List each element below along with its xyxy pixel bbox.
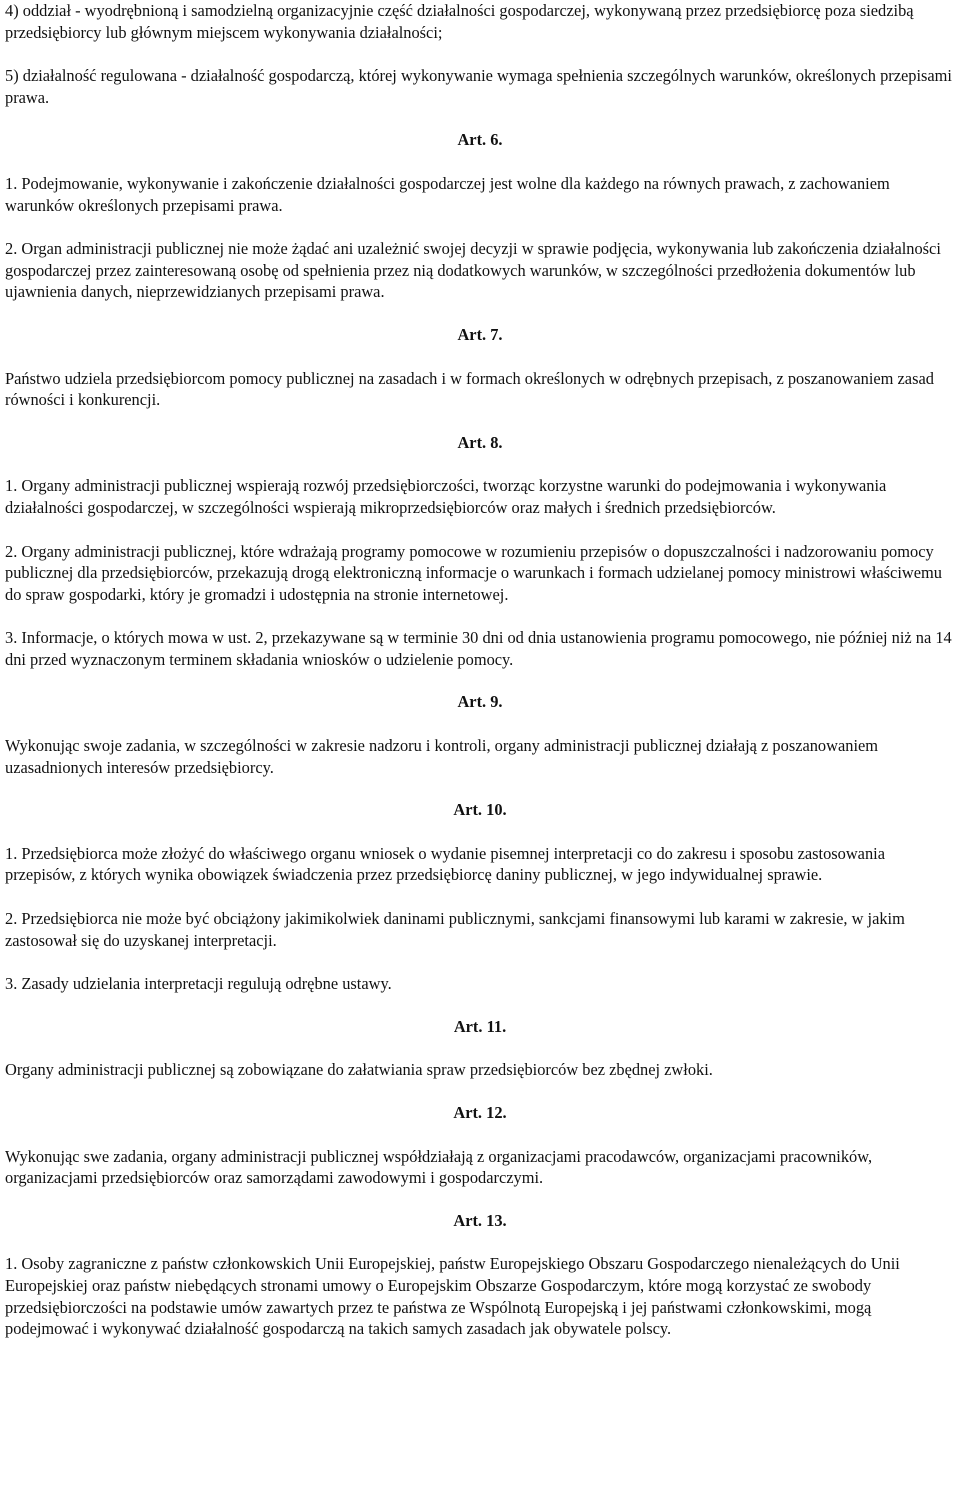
paragraph: Wykonując swoje zadania, w szczególności w zakresie nadzoru i kontroli, organy administracji publicznej działają z poszanowaniem uzasadnionych interesów przedsiębiorcy.	[5, 736, 879, 777]
paragraph: 1. Podejmowanie, wykonywanie i zakończenie działalności gospodarczej jest wolne dla każdego na równych prawach, z zachowaniem warunków określonych przepisami prawa.	[5, 173, 890, 215]
article-heading: Art. 10.	[453, 800, 507, 820]
article-heading: Art. 7.	[457, 324, 503, 344]
paragraph: 2. Organy administracji publicznej, które wdrażają programy pomocowe w rozumieniu przepisów o dopuszczalności i nadzorowaniu pomocy publicznej dla przedsiębiorców, przekazują drogą elektroniczną informacje o warunkach i formach udzielanej pomocy ministrowi właściwemu do spraw gospodarki, który je gromadzi i udostępnia na stronie internetowej.	[5, 541, 942, 604]
paragraph: 3. Informacje, o których mowa w ust. 2, przekazywane są w terminie 30 dni od dnia ustanowienia programu pomocowego, nie później niż na 14 dni przed wyznaczonym terminem składania wniosków o udzielenie pomocy.	[5, 628, 952, 669]
paragraph: 2. Organ administracji publicznej nie może żądać ani uzależnić swojej decyzji w sprawie podjęcia, wykonywania lub zakończenia działalności gospodarczej przez zainteresowaną osobę od spełnienia przez nią dodatkowych warunków, w szczególności przedłożenia dokumentów lub ujawnienia danych, nieprzewidzianych przepisami prawa.	[5, 239, 941, 302]
paragraph: 1. Organy administracji publicznej wspierają rozwój przedsiębiorczości, tworząc korzystne warunki do podejmowania i wykonywania działalności gospodarczej, w szczególności wspierają mikroprzedsiębiorców oraz małych i średnich przedsiębiorców.	[5, 476, 887, 517]
article-heading: Art. 6.	[457, 130, 503, 150]
article-heading: Art. 13.	[453, 1210, 507, 1230]
article-heading: Art. 9.	[457, 692, 503, 712]
paragraph: Wykonując swe zadania, organy administracji publicznej współdziałają z organizacjami pracodawców, organizacjami pracowników, organizacjami przedsiębiorców oraz samorządami zawodowymi i gospodarczymi.	[5, 1146, 873, 1188]
paragraph: 2. Przedsiębiorca nie może być obciążony jakimikolwiek daninami publicznymi, sankcjami finansowymi lub karami w zakresie, w jakim zastosował się do uzyskanej interpretacji.	[5, 909, 905, 950]
article-heading: Art. 12.	[453, 1103, 507, 1122]
paragraph: 5) działalność regulowana - działalność gospodarczą, której wykonywanie wymaga spełnienia szczególnych warunków, określonych przepisami prawa.	[5, 66, 952, 107]
paragraph: 1. Osoby zagraniczne z państw członkowskich Unii Europejskiej, państw Europejskiego Obszaru Gospodarczego nienależących do Unii Europejskiej oraz państw niebędących stronami umowy o Europejskim Obszarze Gospodarczym, które mogą korzystać ze swobody przedsiębiorczości na podstawie umów zawartych przez te państwa ze Wspólnotą Europejską i jej państwami członkowskimi, mogą podejmować i wykonywać działalność gospodarczą na takich samych zasadach jak obywatele polscy.	[5, 1254, 900, 1339]
article-heading: Art. 11.	[453, 1016, 507, 1036]
paragraph: Państwo udziela przedsiębiorcom pomocy publicznej na zasadach i w formach określonych w odrębnych przepisach, z poszanowaniem zasad równości i konkurencji.	[5, 368, 934, 410]
document-body	[5, 0, 955, 1340]
paragraph: 3. Zasady udzielania interpretacji regulują odrębne ustawy.	[5, 974, 392, 994]
paragraph: Organy administracji publicznej są zobowiązane do załatwiania spraw przedsiębiorców bez zbędnej zwłoki.	[5, 1060, 713, 1080]
paragraph: 4) oddział - wyodrębnioną i samodzielną organizacyjnie część działalności gospodarczej, wykonywaną przez przedsiębiorcę poza siedzibą przedsiębiorcy lub głównym miejscem wykonywania działalności;	[5, 1, 914, 42]
article-heading: Art. 8.	[457, 432, 503, 452]
paragraph: 1. Przedsiębiorca może złożyć do właściwego organu wniosek o wydanie pisemnej interpretacji co do zakresu i sposobu zastosowania przepisów, z których wynika obowiązek świadczenia przez przedsiębiorcę daniny publicznej, w jego indywidualnej sprawie.	[5, 843, 885, 885]
